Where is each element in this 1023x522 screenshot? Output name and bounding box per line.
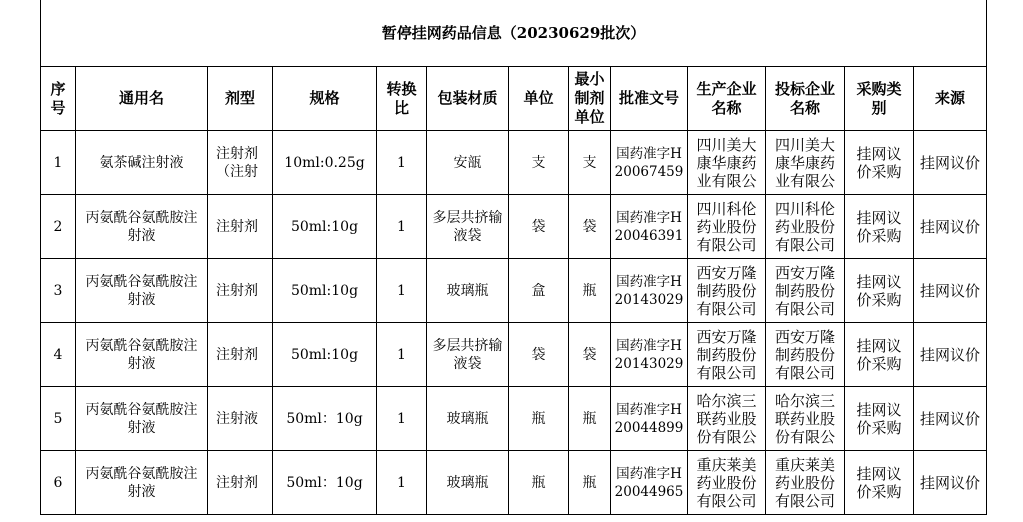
cell-maker[interactable]: 西安万隆制药股份有限公司 <box>688 259 766 323</box>
cell-approval[interactable]: 国药准字H20044965 <box>611 451 688 515</box>
spreadsheet <box>40 0 986 515</box>
cell-pack[interactable]: 玻璃瓶 <box>427 451 509 515</box>
cell-ratio[interactable]: 1 <box>377 323 427 387</box>
cell-purchase[interactable]: 挂网议价采购 <box>845 387 914 451</box>
header-seq[interactable]: 序号 <box>41 67 76 131</box>
cell-unit[interactable]: 瓶 <box>509 451 569 515</box>
cell-pack[interactable]: 安瓿 <box>427 131 509 195</box>
cell-purchase[interactable]: 挂网议价采购 <box>845 131 914 195</box>
cell-unit[interactable]: 瓶 <box>509 387 569 451</box>
table-title[interactable]: 暂停挂网药品信息（20230629批次） <box>41 0 987 67</box>
header-approval[interactable]: 批准文号 <box>611 67 688 131</box>
header-spec[interactable]: 规格 <box>273 67 377 131</box>
cell-pack[interactable]: 玻璃瓶 <box>427 387 509 451</box>
header-form[interactable]: 剂型 <box>208 67 273 131</box>
cell-ratio[interactable]: 1 <box>377 259 427 323</box>
cell-name[interactable]: 丙氨酰谷氨酰胺注射液 <box>76 323 208 387</box>
cell-ratio[interactable]: 1 <box>377 451 427 515</box>
cell-bidder[interactable]: 西安万隆制药股份有限公司 <box>766 323 845 387</box>
cell-min-unit[interactable]: 袋 <box>569 195 611 259</box>
cell-source[interactable]: 挂网议价 <box>914 323 987 387</box>
cell-purchase[interactable]: 挂网议价采购 <box>845 451 914 515</box>
cell-approval[interactable]: 国药准字H20046391 <box>611 195 688 259</box>
cell-seq[interactable]: 6 <box>41 451 76 515</box>
cell-form[interactable]: 注射剂 <box>208 323 273 387</box>
drug-table <box>40 0 987 515</box>
header-unit[interactable]: 单位 <box>509 67 569 131</box>
cell-name[interactable]: 丙氨酰谷氨酰胺注射液 <box>76 387 208 451</box>
cell-name[interactable]: 丙氨酰谷氨酰胺注射液 <box>76 195 208 259</box>
cell-approval[interactable]: 国药准字H20067459 <box>611 131 688 195</box>
cell-source[interactable]: 挂网议价 <box>914 195 987 259</box>
cell-ratio[interactable]: 1 <box>377 195 427 259</box>
table-row <box>41 387 987 451</box>
cell-seq[interactable]: 3 <box>41 259 76 323</box>
cell-form[interactable]: 注射剂 <box>208 259 273 323</box>
cell-approval[interactable]: 国药准字H20143029 <box>611 323 688 387</box>
cell-name[interactable]: 氨茶碱注射液 <box>76 131 208 195</box>
cell-spec[interactable]: 50ml:10g <box>273 195 377 259</box>
cell-purchase[interactable]: 挂网议价采购 <box>845 259 914 323</box>
cell-bidder[interactable]: 四川科伦药业股份有限公司 <box>766 195 845 259</box>
cell-spec[interactable]: 50ml：10g <box>273 451 377 515</box>
header-source[interactable]: 来源 <box>914 67 987 131</box>
cell-maker[interactable]: 四川科伦药业股份有限公司 <box>688 195 766 259</box>
header-pack[interactable]: 包装材质 <box>427 67 509 131</box>
cell-seq[interactable]: 4 <box>41 323 76 387</box>
cell-spec[interactable]: 50ml:10g <box>273 323 377 387</box>
cell-approval[interactable]: 国药准字H20143029 <box>611 259 688 323</box>
header-min-unit[interactable]: 最小制剂单位 <box>569 67 611 131</box>
cell-seq[interactable]: 1 <box>41 131 76 195</box>
cell-seq[interactable]: 5 <box>41 387 76 451</box>
cell-source[interactable]: 挂网议价 <box>914 259 987 323</box>
table-row <box>41 451 987 515</box>
cell-unit[interactable]: 盒 <box>509 259 569 323</box>
cell-bidder[interactable]: 西安万隆制药股份有限公司 <box>766 259 845 323</box>
cell-min-unit[interactable]: 支 <box>569 131 611 195</box>
cell-spec[interactable]: 10ml:0.25g <box>273 131 377 195</box>
table-row <box>41 131 987 195</box>
cell-bidder[interactable]: 重庆莱美药业股份有限公司 <box>766 451 845 515</box>
cell-unit[interactable]: 袋 <box>509 323 569 387</box>
cell-source[interactable]: 挂网议价 <box>914 451 987 515</box>
cell-name[interactable]: 丙氨酰谷氨酰胺注射液 <box>76 259 208 323</box>
cell-pack[interactable]: 玻璃瓶 <box>427 259 509 323</box>
cell-spec[interactable]: 50ml：10g <box>273 387 377 451</box>
cell-unit[interactable]: 袋 <box>509 195 569 259</box>
header-ratio[interactable]: 转换比 <box>377 67 427 131</box>
cell-form[interactable]: 注射剂 <box>208 195 273 259</box>
cell-maker[interactable]: 四川美大康华康药业有限公 <box>688 131 766 195</box>
cell-approval[interactable]: 国药准字H20044899 <box>611 387 688 451</box>
cell-spec[interactable]: 50ml:10g <box>273 259 377 323</box>
header-row <box>41 67 987 131</box>
header-maker[interactable]: 生产企业名称 <box>688 67 766 131</box>
cell-form[interactable]: 注射剂 <box>208 451 273 515</box>
cell-purchase[interactable]: 挂网议价采购 <box>845 323 914 387</box>
cell-seq[interactable]: 2 <box>41 195 76 259</box>
cell-min-unit[interactable]: 袋 <box>569 323 611 387</box>
header-name[interactable]: 通用名 <box>76 67 208 131</box>
cell-bidder[interactable]: 四川美大康华康药业有限公 <box>766 131 845 195</box>
header-purchase[interactable]: 采购类别 <box>845 67 914 131</box>
cell-maker[interactable]: 哈尔滨三联药业股份有限公 <box>688 387 766 451</box>
cell-source[interactable]: 挂网议价 <box>914 387 987 451</box>
cell-bidder[interactable]: 哈尔滨三联药业股份有限公 <box>766 387 845 451</box>
cell-pack[interactable]: 多层共挤输液袋 <box>427 195 509 259</box>
header-bidder[interactable]: 投标企业名称 <box>766 67 845 131</box>
cell-pack[interactable]: 多层共挤输液袋 <box>427 323 509 387</box>
cell-form[interactable]: 注射剂（注射 <box>208 131 273 195</box>
cell-source[interactable]: 挂网议价 <box>914 131 987 195</box>
cell-min-unit[interactable]: 瓶 <box>569 259 611 323</box>
cell-name[interactable]: 丙氨酰谷氨酰胺注射液 <box>76 451 208 515</box>
table-row <box>41 195 987 259</box>
cell-ratio[interactable]: 1 <box>377 387 427 451</box>
cell-maker[interactable]: 重庆莱美药业股份有限公司 <box>688 451 766 515</box>
cell-form[interactable]: 注射液 <box>208 387 273 451</box>
cell-min-unit[interactable]: 瓶 <box>569 387 611 451</box>
table-row <box>41 259 987 323</box>
cell-unit[interactable]: 支 <box>509 131 569 195</box>
cell-purchase[interactable]: 挂网议价采购 <box>845 195 914 259</box>
table-row <box>41 323 987 387</box>
cell-min-unit[interactable]: 瓶 <box>569 451 611 515</box>
cell-ratio[interactable]: 1 <box>377 131 427 195</box>
cell-maker[interactable]: 西安万隆制药股份有限公司 <box>688 323 766 387</box>
